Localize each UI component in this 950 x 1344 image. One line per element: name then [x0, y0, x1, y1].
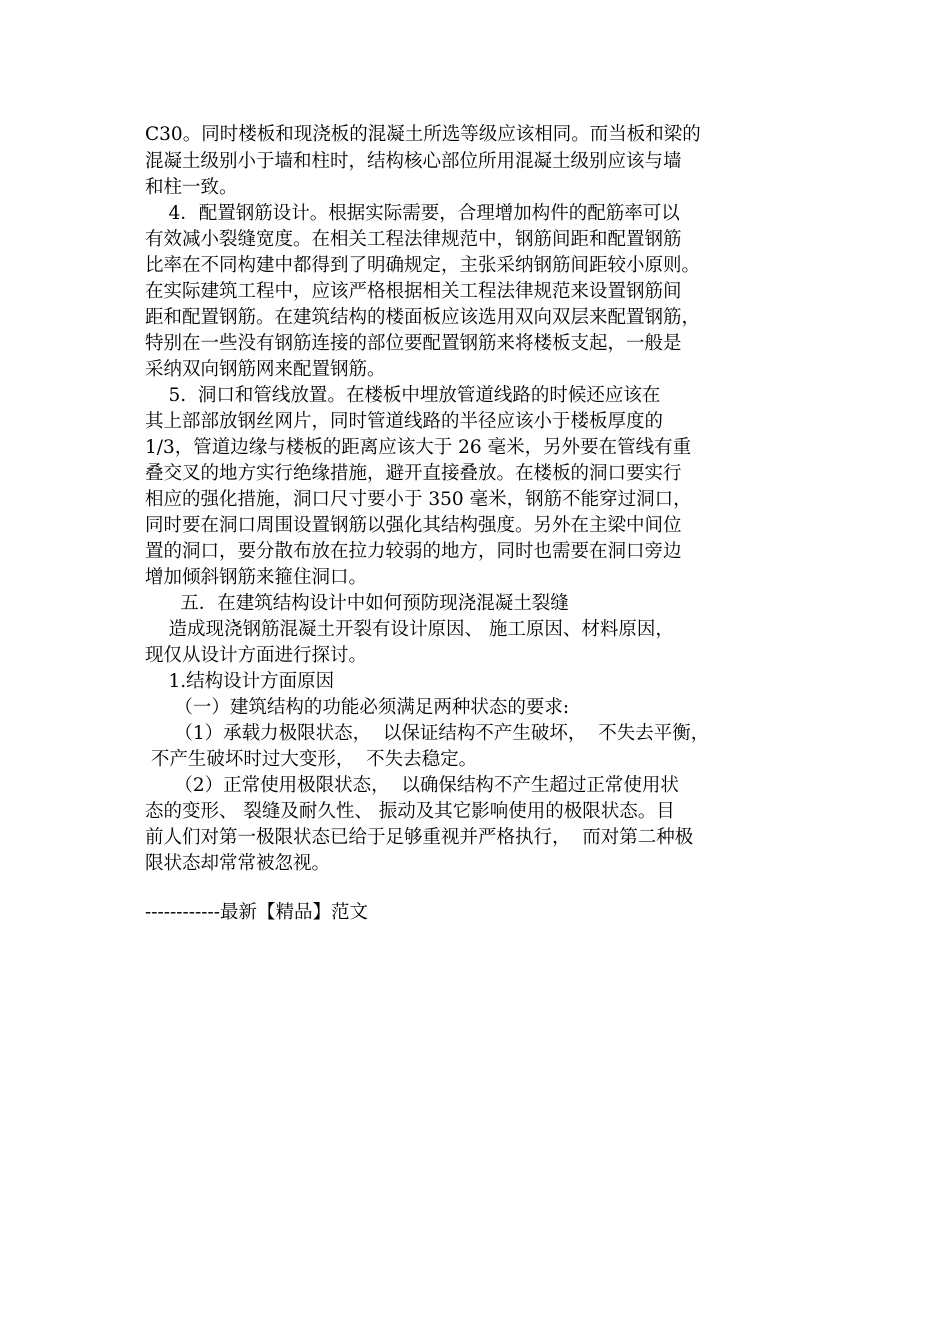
section-heading: 五．在建筑结构设计中如何预防现浇混凝土裂缝	[145, 593, 569, 614]
paragraph-line: （1）承载力极限状态， 以保证结构不产生破坏， 不失去平衡，	[145, 723, 710, 744]
paragraph-line: 5. 洞口和管线放置。在楼板中埋放管道线路的时候还应该在	[145, 385, 661, 406]
paragraph-line: 造成现浇钢筋混凝土开裂有设计原因、 施工原因、材料原因，	[145, 619, 674, 640]
paragraph-line: 态的变形、 裂缝及耐久性、 振动及其它影响使用的极限状态。目	[145, 801, 675, 822]
paragraph-line: 混凝土级别小于墙和柱时，结构核心部位所用混凝土级别应该与墙	[145, 151, 682, 172]
paragraph-line: 比率在不同构建中都得到了明确规定，主张采纳钢筋间距较小原则。	[145, 255, 701, 276]
paragraph-line: 相应的强化措施，洞口尺寸要小于 350 毫米，钢筋不能穿过洞口，	[145, 489, 692, 510]
paragraph-line: C30。同时楼板和现浇板的混凝土所选等级应该相同。而当板和梁的	[145, 124, 701, 145]
paragraph-line: 和柱一致。	[145, 177, 238, 198]
paragraph-line: 现仅从设计方面进行探讨。	[145, 645, 368, 666]
paragraph-line: 同时要在洞口周围设置钢筋以强化其结构强度。另外在主梁中间位	[145, 515, 682, 536]
paragraph-line: 距和配置钢筋。在建筑结构的楼面板应该选用双向双层来配置钢筋，	[145, 307, 701, 328]
page-footer: ------------最新【精品】范文	[145, 902, 369, 923]
paragraph-line: （一）建筑结构的功能必须满足两种状态的要求:	[145, 697, 570, 718]
paragraph-line: 置的洞口，要分散布放在拉力较弱的地方，同时也需要在洞口旁边	[145, 541, 682, 562]
paragraph-line: 采纳双向钢筋网来配置钢筋。	[145, 359, 386, 380]
paragraph-line: 4．配置钢筋设计。根据实际需要，合理增加构件的配筋率可以	[145, 203, 680, 224]
paragraph-line: 前人们对第一极限状态已给于足够重视并严格执行， 而对第二种极	[145, 827, 694, 848]
subsection-heading: 1.结构设计方面原因	[145, 671, 335, 692]
paragraph-line: 其上部部放钢丝网片，同时管道线路的半径应该小于楼板厚度的	[145, 411, 664, 432]
paragraph-line: 限状态却常常被忽视。	[145, 853, 331, 874]
paragraph-line: 特别在一些没有钢筋连接的部位要配置钢筋来将楼板支起，一般是	[145, 333, 682, 354]
paragraph-line: 在实际建筑工程中，应该严格根据相关工程法律规范来设置钢筋间	[145, 281, 682, 302]
paragraph-line: （2）正常使用极限状态， 以确保结构不产生超过正常使用状	[145, 775, 679, 796]
paragraph-line: 有效减小裂缝宽度。在相关工程法律规范中，钢筋间距和配置钢筋	[145, 229, 682, 250]
paragraph-line: 叠交叉的地方实行绝缘措施，避开直接叠放。在楼板的洞口要实行	[145, 463, 682, 484]
paragraph-line: 1/3，管道边缘与楼板的距离应该大于 26 毫米，另外要在管线有重	[145, 437, 692, 458]
paragraph-line: 增加倾斜钢筋来箍住洞口。	[145, 567, 368, 588]
paragraph-line: 不产生破坏时过大变形， 不失去稳定。	[145, 749, 478, 770]
